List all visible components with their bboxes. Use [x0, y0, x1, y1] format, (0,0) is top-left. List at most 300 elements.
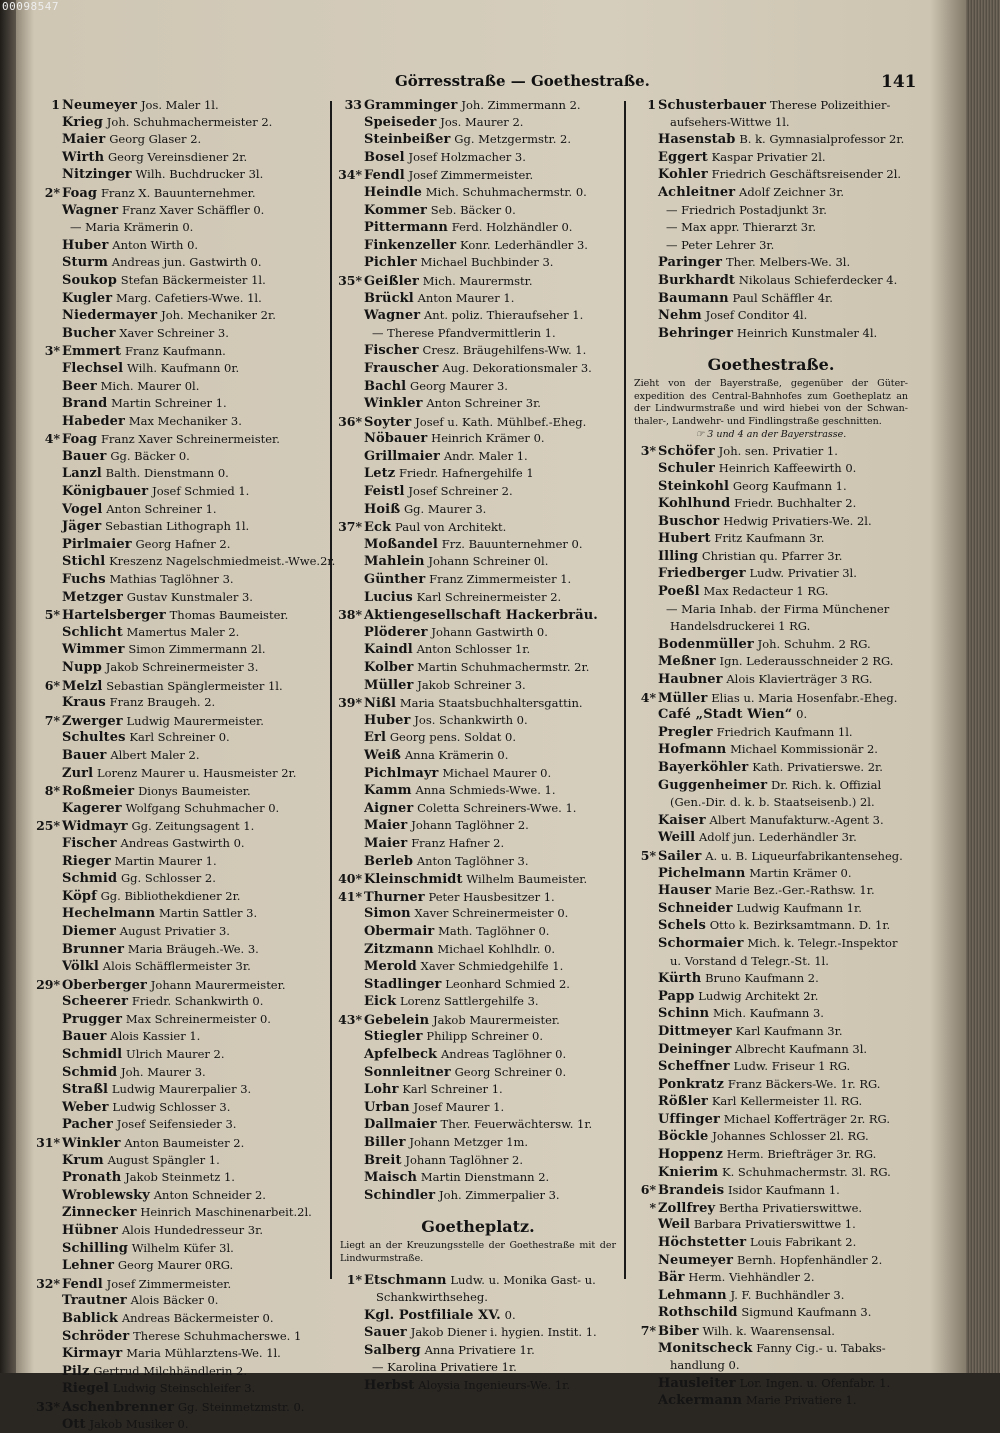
entry-details: Heinrich Kunstmaler 4l.	[736, 325, 878, 340]
surname: Krum	[62, 1152, 104, 1168]
column-rule	[624, 101, 626, 1279]
entry-details: August Spängler 1.	[107, 1152, 220, 1167]
list-item	[336, 905, 620, 923]
list-item	[336, 1134, 620, 1152]
entry-details: Franz Bäckers-We. 1r. RG.	[727, 1076, 881, 1091]
list-item	[630, 1076, 912, 1094]
column-right	[630, 96, 912, 1410]
entry-details: Mamertus Maler 2.	[126, 624, 240, 639]
list-item	[34, 1328, 328, 1346]
surname: Riegel	[62, 1381, 109, 1397]
surname: Hechelmann	[62, 906, 156, 922]
surname: Schusterbauer	[658, 98, 767, 113]
entry-details: Martin Dienstmann 2.	[420, 1170, 550, 1185]
entry-details: Simon Zimmermann 2l.	[128, 642, 266, 657]
entry-details: Gg. Metzgermstr. 2.	[454, 132, 572, 147]
entry-details: — Therese Pfandvermittlerin 1.	[372, 325, 556, 340]
list-item	[34, 395, 328, 413]
list-item	[34, 149, 328, 167]
column-middle	[336, 96, 620, 1395]
entry-details: Ant. poliz. Thieraufseher 1.	[423, 308, 584, 323]
list-item	[630, 865, 912, 883]
surname: Papp	[658, 988, 695, 1004]
list-item	[336, 1307, 620, 1325]
list-item	[630, 1164, 912, 1182]
surname: Pilz	[62, 1363, 90, 1379]
list-item	[34, 1275, 328, 1293]
surname: Gramminger	[364, 98, 458, 113]
list-item	[336, 430, 620, 448]
house-number: 3*	[640, 443, 656, 459]
entry-details: Franz Braugeh. 2.	[109, 695, 216, 710]
surname: Trautner	[62, 1293, 127, 1309]
list-item	[336, 1324, 620, 1342]
surname: Weiß	[364, 747, 402, 763]
list-item	[630, 495, 912, 513]
list-item	[630, 1375, 912, 1393]
entry-details: Andreas Bäckermeister 0.	[121, 1310, 274, 1325]
list-item	[34, 870, 328, 888]
entry-details: Ludwig Maurerpalier 3.	[111, 1082, 252, 1097]
list-item	[630, 1005, 912, 1023]
list-item	[630, 1111, 912, 1129]
list-item	[34, 1345, 328, 1363]
entry-details: Andreas jun. Gastwirth 0.	[111, 255, 262, 270]
list-item	[630, 513, 912, 531]
list-item	[34, 923, 328, 941]
entry-details: Anton Schreiner 1.	[106, 501, 217, 516]
list-item	[34, 518, 328, 536]
list-item	[336, 237, 620, 255]
entry-details: Joh. Mechaniker 2r.	[161, 308, 276, 323]
list-item	[34, 729, 328, 747]
surname: Hubert	[658, 531, 711, 547]
entry-details: Anna Schmieds-Wwe. 1.	[415, 783, 556, 798]
entry-details: Herm. Viehhändler 2.	[688, 1270, 815, 1285]
list-item	[336, 624, 620, 642]
list-item	[34, 307, 328, 325]
surname: Hauser	[658, 883, 712, 899]
entry-details: Johann Gastwirth 0.	[431, 624, 548, 639]
list-item	[630, 706, 912, 724]
surname: Obermair	[364, 923, 435, 939]
list-item	[630, 900, 912, 918]
list-item	[630, 829, 912, 847]
list-item	[336, 448, 620, 466]
surname: Bodenmüller	[658, 636, 754, 652]
surname: Fischer	[62, 835, 117, 851]
list-item	[34, 800, 328, 818]
entry-details: Anton Maurer 1.	[417, 290, 515, 305]
entry-details: Marg. Cafetiers-Wwe. 1l.	[116, 290, 262, 305]
surname: Bauer	[62, 448, 107, 464]
surname: Habeder	[62, 413, 125, 429]
surname: Königbauer	[62, 484, 149, 500]
list-item	[34, 905, 328, 923]
surname: Kohlhund	[658, 496, 731, 512]
surname: Erl	[364, 730, 386, 746]
house-number: 2*	[44, 184, 60, 200]
list-item	[34, 184, 328, 202]
list-item	[34, 536, 328, 554]
list-item	[34, 1134, 328, 1152]
entry-details: Michael Kohlhdlr. 0.	[437, 941, 556, 956]
surname: Bucher	[62, 325, 116, 341]
entry-details: Jakob Steinmetz 1.	[125, 1170, 235, 1185]
entry-details: Ludw. Privatier 3l.	[749, 566, 857, 581]
list-item	[336, 465, 620, 483]
list-item	[34, 465, 328, 483]
surname: Zollfrey	[658, 1200, 716, 1216]
surname: Sauer	[364, 1325, 407, 1341]
list-item	[336, 641, 620, 659]
list-item	[630, 618, 912, 636]
house-number: 1*	[346, 1272, 362, 1288]
list-item	[34, 1310, 328, 1328]
entry-details: Friedrich Kaufmann 1l.	[716, 724, 853, 739]
list-item	[34, 677, 328, 695]
entry-details: Johann Metzger 1m.	[409, 1135, 529, 1150]
entry-details: Josef Schmied 1.	[152, 484, 250, 499]
house-number: 29*	[36, 976, 60, 992]
entry-details: — Maria Krämerin 0.	[70, 220, 194, 235]
list-item	[34, 290, 328, 308]
entry-details: J. F. Buchhändler 3.	[730, 1287, 845, 1302]
entry-details: Frz. Bauunternehmer 0.	[441, 536, 583, 551]
entry-details: Dr. Rich. k. Offizial	[771, 777, 882, 792]
entry-details: Karl Kaufmann 3r.	[735, 1023, 843, 1038]
house-number: 40*	[338, 871, 362, 887]
list-item	[34, 993, 328, 1011]
surname: Bosel	[364, 149, 405, 165]
surname: Stadlinger	[364, 976, 442, 992]
list-item	[34, 1398, 328, 1416]
surname: Kgl. Postfiliale XV.	[364, 1307, 501, 1323]
entry-details: Leonhard Schmied 2.	[445, 976, 570, 991]
surname: Nitzinger	[62, 167, 132, 183]
list-item	[336, 501, 620, 519]
list-item	[336, 800, 620, 818]
house-number: 5*	[640, 847, 656, 863]
scan-id: 00098547	[2, 0, 59, 13]
surname: Pronath	[62, 1170, 122, 1186]
surname: Geißler	[364, 273, 419, 289]
surname: Gebelein	[364, 1012, 430, 1028]
list-item	[336, 342, 620, 360]
surname: Schindler	[364, 1187, 436, 1203]
entry-details: Nikolaus Schieferdecker 4.	[738, 272, 898, 287]
surname: Lucius	[364, 589, 413, 605]
list-item	[336, 1289, 620, 1307]
surname: Wroblewsky	[62, 1187, 150, 1203]
list-item	[336, 712, 620, 730]
entry-details: Anton Baumeister 2.	[124, 1136, 245, 1151]
entry-details: Ludwig Schlosser 3.	[112, 1099, 231, 1114]
list-item	[630, 741, 912, 759]
surname: Ott	[62, 1416, 86, 1432]
entry-details: Cresz. Bräugehilfens-Ww. 1.	[422, 343, 587, 358]
house-number: 35*	[338, 272, 362, 288]
entry-details: Xaver Schmiedgehilfe 1.	[420, 959, 564, 974]
entry-details: Anton Schlosser 1r.	[416, 642, 531, 657]
list-item	[34, 747, 328, 765]
entry-details: Franz Xaver Schreinermeister.	[100, 432, 280, 447]
list-item	[34, 571, 328, 589]
list-item	[336, 378, 620, 396]
entry-details: Fanny Cig.- u. Tabaks-	[756, 1340, 886, 1355]
surname: Bablick	[62, 1310, 119, 1326]
list-item	[336, 1271, 620, 1289]
list-item	[336, 413, 620, 431]
surname: Höchstetter	[658, 1235, 747, 1251]
list-item	[630, 1340, 912, 1358]
entry-details: — Maria Inhab. der Firma Münchener	[666, 601, 890, 616]
surname: Nöbauer	[364, 431, 428, 447]
entry-details: Ludwig Kaufmann 1r.	[736, 900, 862, 915]
entry-details: Gertrud Milchhändlerin 2.	[93, 1363, 247, 1378]
entry-details: Jakob Schreiner 3.	[417, 677, 526, 692]
entry-details: Peter Hausbesitzer 1.	[428, 889, 555, 904]
list-item	[34, 360, 328, 378]
entry-details: Andr. Maler 1.	[443, 448, 528, 463]
entry-details: Friedr. Buchhalter 2.	[734, 496, 857, 511]
list-item	[336, 1342, 620, 1360]
section-description: Zieht von der Bayerstraße, gegenüber der Güter-expedition des Central-Bahnhofes zum Goetheplatz an der Lindwurmstraße und wird hiebei von der Schwan-thaler-, Landwehr- und Findlingstraße geschnitten.	[634, 378, 908, 427]
entry-details: Adolf Zeichner 3r.	[739, 184, 845, 199]
surname: Grillmaier	[364, 448, 441, 464]
surname: Speiseder	[364, 114, 437, 130]
surname: Pacher	[62, 1117, 113, 1133]
entry-details: Martin Schreiner 1.	[111, 396, 227, 411]
entry-details: Jos. Maurer 2.	[440, 114, 524, 129]
list-item	[34, 853, 328, 871]
entry-details: Thomas Baumeister.	[169, 608, 289, 623]
list-item	[336, 1046, 620, 1064]
entry-details: aufsehers-Wittwe 1l.	[670, 114, 790, 129]
entry-details: Wilhelm Küfer 3l.	[131, 1240, 234, 1255]
house-number: 6*	[640, 1182, 656, 1198]
list-item	[630, 601, 912, 619]
list-item	[630, 1093, 912, 1111]
list-item	[630, 759, 912, 777]
house-number: 41*	[338, 888, 362, 904]
entry-details: — Max appr. Thierarzt 3r.	[666, 220, 817, 235]
surname: Melzl	[62, 678, 103, 694]
surname: Deininger	[658, 1041, 732, 1057]
list-item	[34, 1363, 328, 1381]
surname: Bauer	[62, 1029, 107, 1045]
entry-details: Lorenz Maurer u. Hausmeister 2r.	[96, 765, 297, 780]
surname: Achleitner	[658, 184, 736, 200]
list-item	[336, 941, 620, 959]
surname: Apfelbeck	[364, 1047, 438, 1063]
entry-details: Wolfgang Schuhmacher 0.	[125, 800, 280, 815]
surname: Nißl	[364, 696, 397, 712]
surname: Knierim	[658, 1164, 719, 1180]
surname: Niedermayer	[62, 308, 158, 324]
list-item	[630, 184, 912, 202]
page-number: 141	[881, 72, 917, 92]
list-item	[34, 1169, 328, 1187]
list-item	[34, 712, 328, 730]
surname: Schilling	[62, 1240, 128, 1256]
surname: Aktiengesellschaft Hackerbräu.	[364, 608, 598, 624]
surname: Breit	[364, 1152, 402, 1168]
entry-details: — Friedrich Postadjunkt 3r.	[666, 202, 827, 217]
list-item	[630, 724, 912, 742]
entry-details: Georg Schreiner 0.	[454, 1064, 567, 1079]
list-item	[630, 1058, 912, 1076]
surname: Kolber	[364, 660, 414, 675]
entry-details: Aug. Dekorationsmaler 3.	[442, 360, 592, 375]
list-item	[630, 970, 912, 988]
entry-details: Albert Maler 2.	[110, 747, 200, 762]
list-item	[630, 114, 912, 132]
entry-details: Jos. Schankwirth 0.	[414, 712, 528, 727]
entry-details: B. k. Gymnasialprofessor 2r.	[739, 132, 905, 147]
surname: Sailer	[658, 848, 702, 864]
list-item	[630, 653, 912, 671]
surname: Sturm	[62, 255, 108, 271]
list-item	[34, 606, 328, 624]
entry-details: Mich. Maurer 0l.	[100, 378, 200, 393]
list-item	[630, 1216, 912, 1234]
list-item	[630, 1181, 912, 1199]
entry-details: Johann Maurermeister.	[150, 977, 286, 992]
entry-details: Jakob Schreinermeister 3.	[105, 660, 259, 674]
house-number: 5*	[44, 607, 60, 623]
entry-details: Mathias Taglöhner 3.	[109, 572, 234, 587]
entry-details: Ludwig Architekt 2r.	[698, 988, 819, 1003]
list-item	[630, 325, 912, 343]
surname: Wirth	[62, 149, 105, 165]
surname: Fendl	[62, 1276, 103, 1292]
list-item	[34, 888, 328, 906]
surname: Roßmeier	[62, 784, 135, 800]
entry-details: Paul Schäffler 4r.	[732, 290, 833, 305]
surname: Schlicht	[62, 624, 123, 640]
list-item	[630, 636, 912, 654]
surname: Biller	[364, 1135, 406, 1151]
entry-details: Anton Schreiner 3r.	[426, 396, 541, 411]
entry-details: Jakob Maurermeister.	[432, 1012, 560, 1027]
list-item	[630, 1287, 912, 1305]
surname: Schultes	[62, 730, 126, 746]
list-item	[630, 131, 912, 149]
surname: Pichlmayr	[364, 765, 439, 781]
entry-details: Konr. Lederhändler 3.	[460, 237, 588, 252]
entry-details: Aloysia Ingenieurs-We. 1r.	[418, 1377, 571, 1392]
surname: Scheerer	[62, 994, 129, 1010]
entry-details: Max Mechaniker 3.	[128, 413, 242, 428]
entry-details: — Karolina Privatiere 1r.	[372, 1360, 517, 1375]
surname: Müller	[658, 690, 708, 706]
list-item	[34, 483, 328, 501]
list-item	[630, 794, 912, 812]
list-item	[630, 460, 912, 478]
list-item	[336, 765, 620, 783]
surname: Schmid	[62, 871, 118, 887]
list-item	[34, 553, 336, 571]
entry-details: Georg Maurer 0RG.	[117, 1258, 234, 1273]
surname: Poeßl	[658, 584, 700, 600]
list-item	[630, 290, 912, 308]
entry-details: Karl Schreinermeister 2.	[416, 589, 562, 604]
house-number: *	[649, 1199, 656, 1215]
entry-details: A. u. B. Liqueurfabrikantenseheg.	[705, 848, 903, 863]
entry-details: Kreszenz Nagelschmiedmeist.-Wwe.2r.	[109, 554, 336, 569]
entry-details: Max Redacteur 1 RG.	[703, 584, 829, 599]
entry-details: Xaver Schreiner 3.	[119, 325, 229, 340]
surname: Eggert	[658, 149, 708, 165]
list-item	[336, 202, 620, 220]
house-number: 1	[51, 97, 60, 112]
surname: Schormaier	[658, 935, 744, 951]
list-item	[336, 325, 620, 343]
surname: Neumeyer	[658, 1252, 734, 1268]
house-number: 1	[647, 97, 656, 112]
list-item	[630, 1041, 912, 1059]
house-number: 36*	[338, 413, 362, 429]
surname: Maier	[364, 835, 408, 851]
entry-details: August Privatier 3.	[119, 923, 230, 938]
entry-details: Therese Schuhmacherswe. 1	[133, 1328, 302, 1343]
surname: Steinbeißer	[364, 132, 451, 148]
surname: Haubner	[658, 672, 723, 688]
entry-details: Gustav Kunstmaler 3.	[126, 589, 253, 604]
surname: Etschmann	[364, 1273, 447, 1289]
list-item	[34, 1152, 328, 1170]
list-item	[34, 202, 328, 220]
entry-details: Johannes Schlosser 2l. RG.	[712, 1129, 869, 1144]
surname: Bachl	[364, 378, 407, 394]
entry-details: Kaspar Privatier 2l.	[711, 149, 826, 164]
surname: Ackermann	[658, 1393, 743, 1409]
entry-details: K. Schuhmachermstr. 3l. RG.	[722, 1164, 891, 1179]
list-item	[336, 923, 620, 941]
surname: Kürth	[658, 971, 702, 987]
list-item	[336, 606, 620, 624]
entry-details: Josef Conditor 4l.	[705, 308, 808, 323]
surname: Schröder	[62, 1328, 130, 1344]
list-item	[34, 1380, 328, 1398]
surname: Kraus	[62, 695, 106, 711]
surname: Meßner	[658, 654, 716, 670]
surname: Fischer	[364, 343, 419, 359]
entry-details: Andreas Taglöhner 0.	[441, 1047, 567, 1062]
section-description: Liegt an der Kreuzungsstelle der Goethestraße mit der Lindwurmstraße.	[340, 1240, 616, 1264]
surname: Hausleiter	[658, 1375, 736, 1391]
entry-details: Mich. Kaufmann 3.	[713, 1006, 824, 1021]
surname: Letz	[364, 466, 396, 482]
entry-details: Franz Xaver Schäffler 0.	[121, 202, 265, 217]
entry-details: Johann Taglöhner 2.	[405, 1152, 523, 1167]
entry-details: Anna Krämerin 0.	[404, 747, 509, 762]
entry-details: Jakob Musiker 0.	[89, 1416, 189, 1431]
entry-details: Handelsdruckerei 1 RG.	[670, 619, 811, 634]
list-item	[630, 149, 912, 167]
surname: Kleinschmidt	[364, 872, 463, 888]
house-number: 7*	[640, 1323, 656, 1338]
entry-details: Michael Maurer 0.	[442, 765, 552, 780]
surname: Foag	[62, 432, 98, 448]
entry-details: Franz Hafner 2.	[411, 835, 505, 850]
entry-details: Coletta Schreiners-Wwe. 1.	[417, 800, 577, 815]
entry-details: Alois Kassier 1.	[110, 1029, 201, 1044]
entry-details: Gg. Zeitungsagent 1.	[131, 819, 255, 834]
list-item	[336, 1152, 620, 1170]
surname: Wagner	[62, 202, 119, 218]
